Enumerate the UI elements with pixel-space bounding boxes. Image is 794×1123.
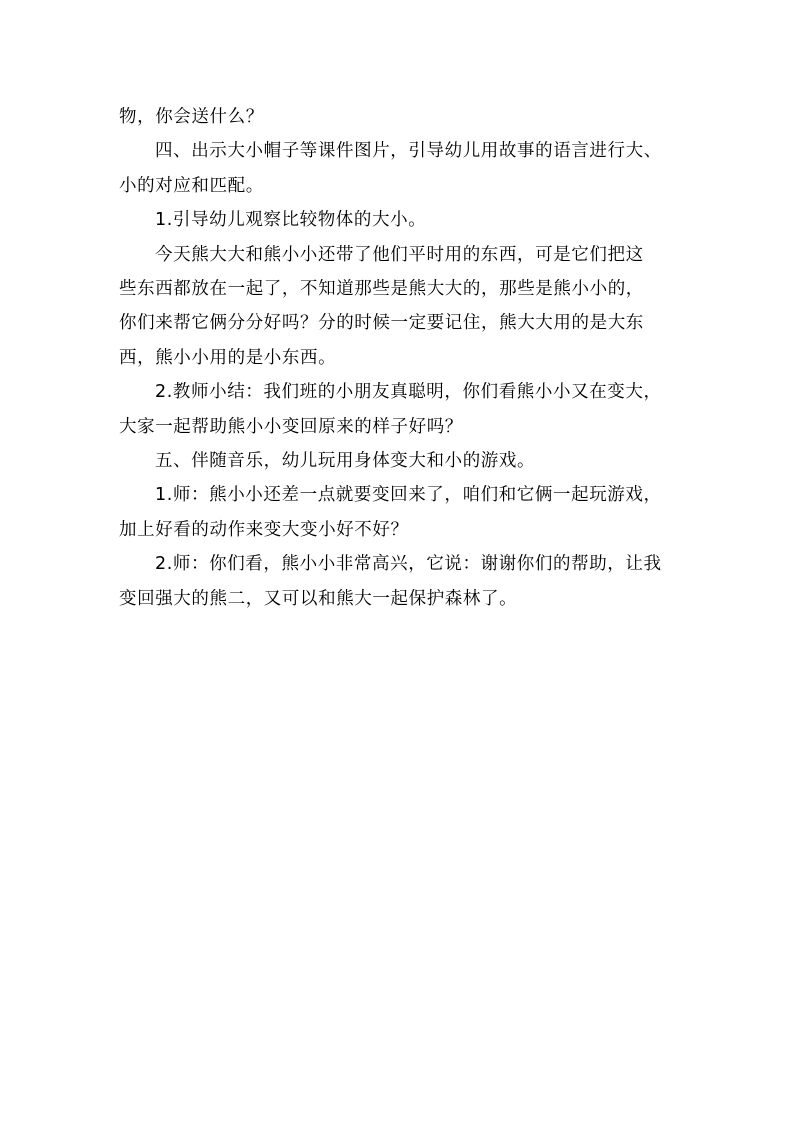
- list-item-1: 1.师：熊小小还差一点就要变回来了，咱们和它俩一起玩游戏，: [155, 485, 662, 506]
- text-line: 些东西都放在一起了，不知道那些是熊大大的，那些是熊小小的，: [119, 279, 644, 300]
- list-item-1: 1.引导幼儿观察比较物体的大小。: [155, 210, 427, 231]
- section-heading-5: 五、伴随音乐，幼儿玩用身体变大和小的游戏。: [155, 451, 536, 472]
- text-line: 大家一起帮助熊小小变回原来的样子好吗？: [119, 416, 463, 437]
- text-line: 小的对应和匹配。: [119, 175, 264, 196]
- text-line: 物，你会送什么？: [119, 107, 264, 127]
- document-body: [119, 100, 679, 616]
- section-heading-4: 四、出示大小帽子等课件图片，引导幼儿用故事的语言进行大、: [155, 141, 662, 162]
- list-item-2: 2.师：你们看，熊小小非常高兴，它说：谢谢你们的帮助，让我: [155, 554, 662, 575]
- text-line: 今天熊大大和熊小小还带了他们平时用的东西，可是它们把这: [155, 244, 644, 265]
- text-line: 西，熊小小用的是小东西。: [119, 347, 337, 368]
- text-line: 变回强大的熊二，又可以和熊大一起保护森林了。: [119, 588, 518, 609]
- text-line: 加上好看的动作来变大变小好不好？: [119, 519, 409, 540]
- text-line: 你们来帮它俩分分好吗？分的时候一定要记住，熊大大用的是大东: [119, 313, 644, 334]
- list-item-2: 2.教师小结：我们班的小朋友真聪明，你们看熊小小又在变大，: [155, 382, 662, 403]
